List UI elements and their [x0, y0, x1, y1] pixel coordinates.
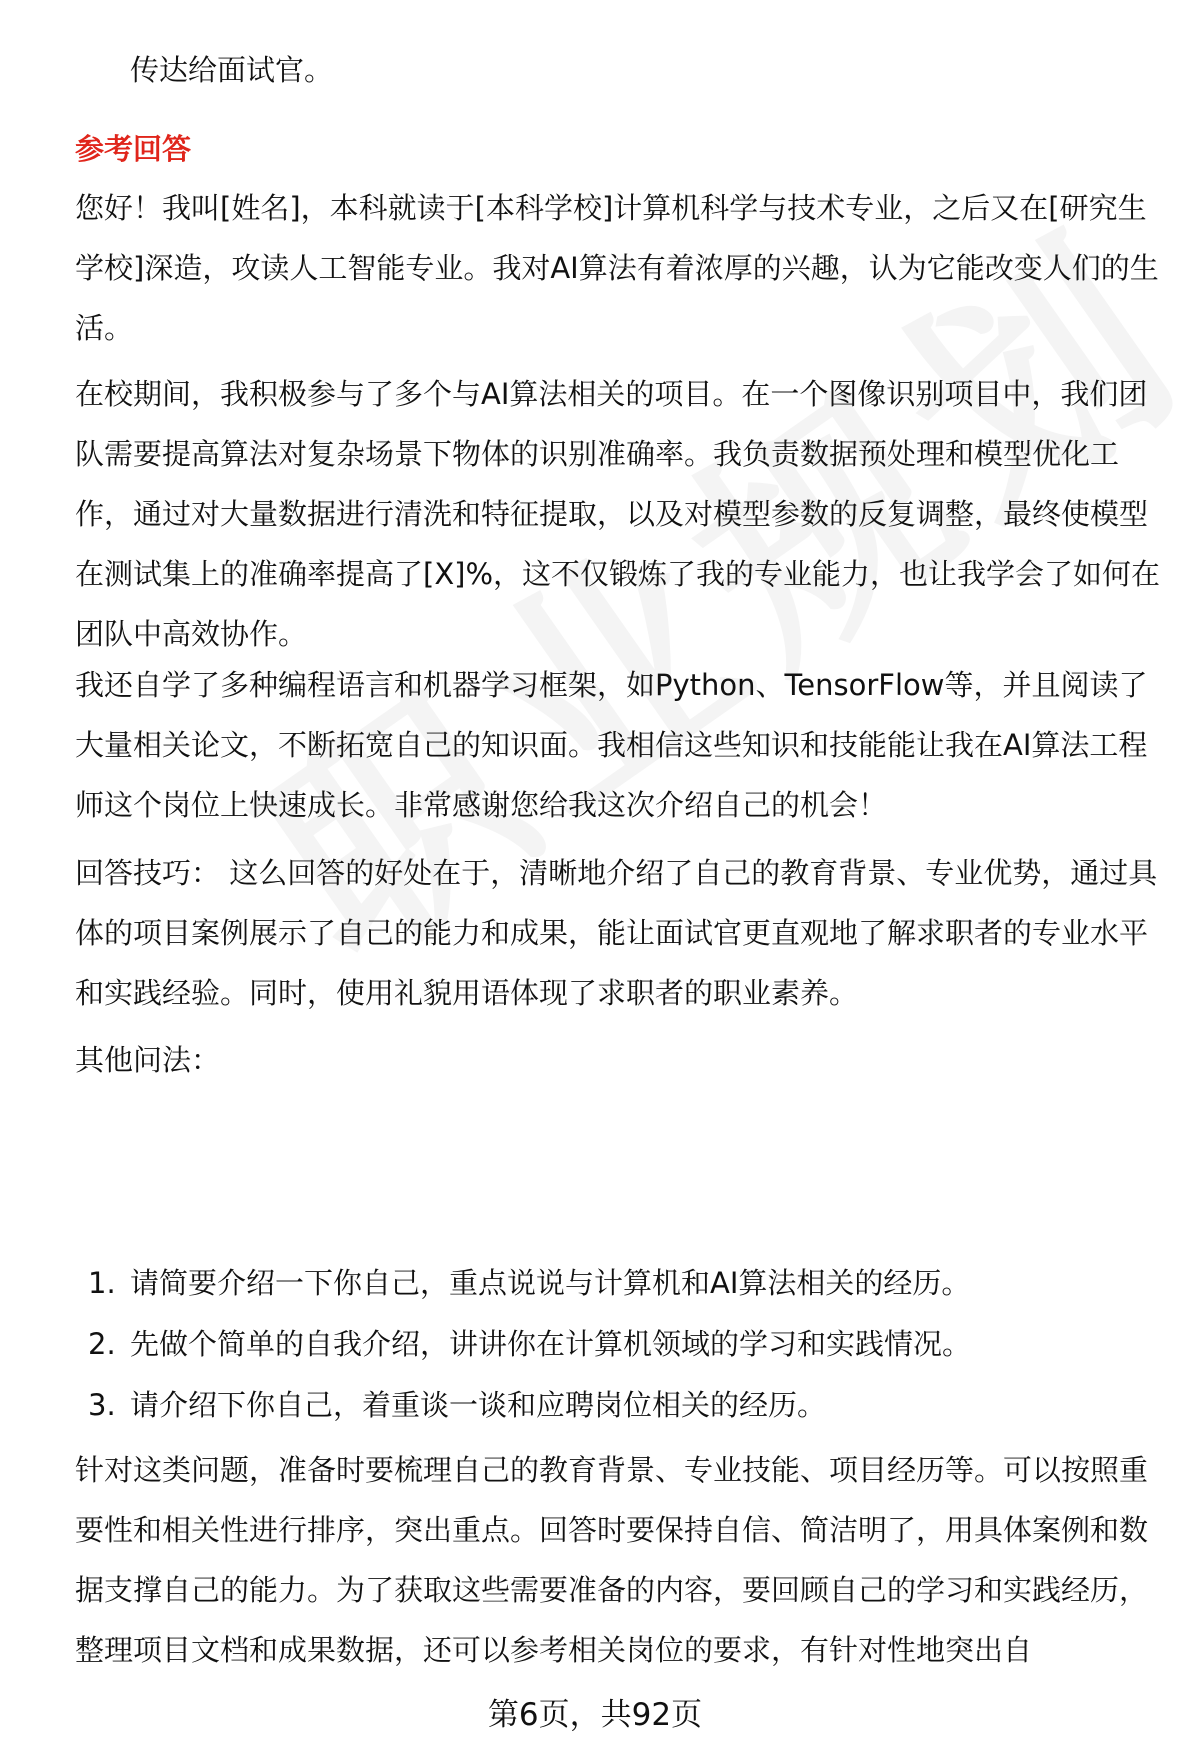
list-item [88, 1253, 971, 1314]
list-item-text: 先做个简单的自我介绍，讲讲你在计算机领域的学习和实践情况。 [130, 1327, 972, 1361]
list-item-text: 请简要介绍一下你自己，重点说说与计算机和AI算法相关的经历。 [130, 1266, 971, 1300]
carry-over-line: 传达给面试官。 [130, 53, 334, 87]
page-number-footer: 第6页，共92页 [487, 1697, 703, 1733]
answer-tips: 回答技巧： 这么回答的好处在于，清晰地介绍了自己的教育背景、专业优势，通过具体的项目案例展示了自己的能力和成果，能让面试官更直观地了解求职者的专业水平和实践经验。同时，使用礼貌用语体现了求职者的职业素养。 [75, 856, 1158, 1010]
list-item-text: 请介绍下你自己，着重谈一谈和应聘岗位相关的经历。 [130, 1388, 827, 1422]
other-questions-list [88, 1253, 971, 1436]
preparation-paragraph: 针对这类问题，准备时要梳理自己的教育背景、专业技能、项目经历等。可以按照重要性和相关性进行排序，突出重点。回答时要保持自信、简洁明了，用具体案例和数据支撑自己的能力。为了获取这些需要准备的内容，要回顾自己的学习和实践经历，整理项目文档和成果数据，还可以参考相关岗位的要求，有针对性地突出自 [75, 1453, 1149, 1667]
answer-paragraph-3: 我还自学了多种编程语言和机器学习框架，如Python、TensorFlow等，并且阅读了大量相关论文，不断拓宽自己的知识面。我相信这些知识和技能能让我在AI算法工程师这个岗位上快速成长。非常感谢您给我这次介绍自己的机会！ [75, 668, 1148, 822]
other-questions-label: 其他问法： [75, 1043, 221, 1077]
list-item-number: 1. [88, 1266, 116, 1300]
list-item [88, 1314, 971, 1375]
reference-answer-heading: 参考回答 [75, 132, 192, 166]
answer-paragraph-2: 在校期间，我积极参与了多个与AI算法相关的项目。在一个图像识别项目中，我们团队需要提高算法对复杂场景下物体的识别准确率。我负责数据预处理和模型优化工作，通过对大量数据进行清洗和特征提取，以及对模型参数的反复调整，最终使模型在测试集上的准确率提高了[X]%，这不仅锻炼了我的专业能力，也让我学会了如何在团队中高效协作。 [75, 377, 1161, 651]
answer-paragraph-1: 您好！我叫[姓名]，本科就读于[本科学校]计算机科学与技术专业，之后又在[研究生学校]深造，攻读人工智能专业。我对AI算法有着浓厚的兴趣，认为它能改变人们的生活。 [75, 191, 1159, 345]
list-item-number: 2. [88, 1327, 116, 1361]
list-item [88, 1375, 971, 1436]
list-item-number: 3. [88, 1388, 116, 1422]
